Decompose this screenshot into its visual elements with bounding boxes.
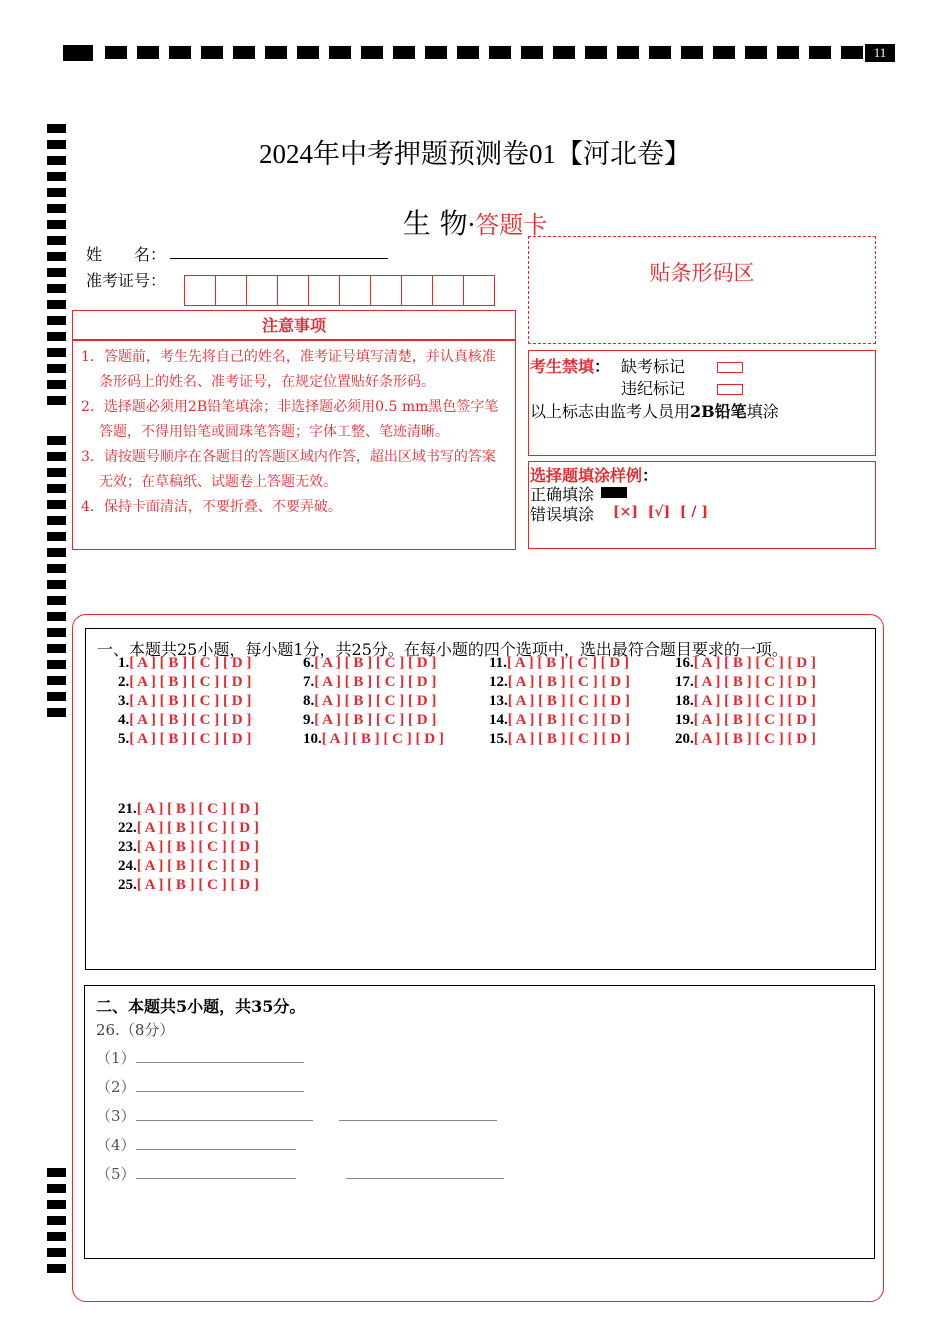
notice-item: 3．请按题号顺序在各题目的答题区域内作答，超出区域书写的答案无效；在草稿纸、试题卷上答题无效。 (81, 449, 496, 490)
subject: 生 物 (402, 207, 468, 240)
question-number: 19. (675, 712, 694, 728)
choice-question-11[interactable] (489, 655, 629, 672)
choice-question-1[interactable] (118, 655, 251, 672)
choice-question-25[interactable] (118, 877, 259, 894)
answer-options[interactable]: [ A ] [ B ] [ C ] [ D ] (507, 712, 630, 728)
section-1-heading: 一、本题共25小题，每小题1分，共25分。在每小题的四个选项中，选出最符合题目要求的一项。 (97, 640, 788, 659)
id-digit-box[interactable] (246, 275, 278, 306)
answer-options[interactable]: [ A ] [ B ] [ C ] [ D ] (507, 731, 630, 747)
choice-question-16[interactable] (675, 655, 816, 672)
answer-options[interactable]: [ A ] [ B ] [ C ] [ D ] (507, 674, 630, 690)
choice-question-12[interactable] (489, 674, 630, 691)
bar-mark (169, 46, 191, 59)
bar-mark (681, 46, 703, 59)
question-number: 2. (118, 674, 130, 690)
notice-item: 4．保持卡面清洁，不要折叠、不要弄破。 (81, 499, 342, 515)
id-digit-box[interactable] (339, 275, 371, 306)
choice-question-10[interactable] (303, 731, 444, 748)
answer-options[interactable]: [ A ] [ B ] [ C ] [ D ] (314, 655, 437, 671)
answer-options[interactable]: [ A ] [ B ] [ C ] [ D ] (693, 655, 816, 671)
examiner-note: 以上标志由监考人员用2B铅笔填涂 (530, 402, 779, 421)
question-number: 8. (303, 693, 315, 709)
question-number: 17. (675, 674, 694, 690)
question-number: 1. (118, 655, 130, 671)
answer-options[interactable]: [ A ] [ B ] [ C ] [ D ] (693, 674, 816, 690)
choice-question-13[interactable] (489, 693, 630, 710)
bar-mark (713, 46, 735, 59)
id-digit-box[interactable] (277, 275, 309, 306)
answer-options[interactable]: [ A ] [ B ] [ C ] [ D ] (136, 839, 259, 855)
choice-question-24[interactable] (118, 858, 259, 875)
bar-mark (361, 46, 383, 59)
bar-mark (201, 46, 223, 59)
bar-mark (105, 46, 127, 59)
bar-mark (553, 46, 575, 59)
notice-item: 2．选择题必须用2B铅笔填涂；非选择题必须用0.5 mm黑色签字笔答题，不得用铅笔或圆珠笔答题；字体工整、笔迹清晰。 (81, 399, 499, 440)
answer-options[interactable]: [ A ] [ B ] [ C ] [ D ] (136, 858, 259, 874)
question-number: 4. (118, 712, 130, 728)
choice-question-19[interactable] (675, 712, 816, 729)
section-2-written (84, 985, 875, 1259)
id-digit-box[interactable] (308, 275, 340, 306)
question-number: 21. (118, 801, 137, 817)
answer-options[interactable]: [ A ] [ B ] [ C ] [ D ] (314, 693, 437, 709)
answer-options[interactable]: [ A ] [ B ] [ C ] [ D ] (314, 712, 437, 728)
question-number: 10. (303, 731, 322, 747)
correct-fill-label: 正确填涂 (530, 485, 595, 504)
question-number: 16. (675, 655, 694, 671)
bar-mark (297, 46, 319, 59)
absent-mark-box (717, 357, 743, 376)
question-number: 9. (303, 712, 315, 728)
violation-mark-box (717, 379, 743, 398)
exam-id-boxes[interactable] (185, 275, 495, 306)
question-number: 15. (489, 731, 508, 747)
choice-question-14[interactable] (489, 712, 630, 729)
bar-mark (393, 46, 415, 59)
bar-mark (457, 46, 479, 59)
fill-sample-box (528, 461, 876, 549)
question-number: 13. (489, 693, 508, 709)
question-number: 20. (675, 731, 694, 747)
question-number: 22. (118, 820, 137, 836)
section-1-choice (85, 628, 876, 970)
answer-26-3[interactable]: （3） (96, 1105, 497, 1126)
id-digit-box[interactable] (215, 275, 247, 306)
wrong-fill-marks: [×] [√] [ / ] (613, 504, 709, 520)
answer-options[interactable]: [ A ] [ B ] [ C ] [ D ] (129, 712, 252, 728)
examiner-only-box (528, 350, 876, 456)
answer-options[interactable]: [ A ] [ B ] [ C ] [ D ] (129, 731, 252, 747)
answer-options[interactable]: [ A ] [ B ] [ C ] [ D ] (506, 655, 629, 671)
answer-options[interactable]: [ A ] [ B ] [ C ] [ D ] (321, 731, 444, 747)
answer-options[interactable]: [ A ] [ B ] [ C ] [ D ] (136, 801, 259, 817)
id-label: 准考证号： (86, 271, 167, 290)
examiner-only-label: 考生禁填： (530, 357, 611, 376)
bar-mark (233, 46, 255, 59)
bar-mark (137, 46, 159, 59)
bar-mark (489, 46, 511, 59)
answer-options[interactable]: [ A ] [ B ] [ C ] [ D ] (693, 693, 816, 709)
answer-options[interactable]: [ A ] [ B ] [ C ] [ D ] (129, 693, 252, 709)
question-number: 23. (118, 839, 137, 855)
answer-options[interactable]: [ A ] [ B ] [ C ] [ D ] (693, 712, 816, 728)
bar-mark (585, 46, 607, 59)
answer-26-1[interactable]: （1） (96, 1047, 304, 1068)
top-alignment-bar (63, 44, 895, 62)
notice-item: 1．答题前，考生先将自己的姓名，准考证号填写清楚，并认真核准条形码上的姓名、准考证号，在规定位置贴好条形码。 (81, 349, 496, 390)
bar-mark (63, 45, 93, 61)
bar-mark (617, 46, 639, 59)
name-field[interactable] (170, 258, 388, 259)
id-digit-box[interactable] (463, 275, 495, 306)
question-number: 3. (118, 693, 130, 709)
page-number: 11 (865, 44, 895, 62)
bar-mark (329, 46, 351, 59)
choice-question-4[interactable] (118, 712, 251, 729)
answer-options[interactable]: [ A ] [ B ] [ C ] [ D ] (136, 877, 259, 893)
name-label: 姓 名： (86, 245, 167, 264)
choice-question-2[interactable] (118, 674, 251, 691)
answer-options[interactable]: [ A ] [ B ] [ C ] [ D ] (314, 674, 437, 690)
correct-fill-mark (601, 487, 627, 498)
id-digit-box[interactable] (184, 275, 216, 306)
choice-question-22[interactable] (118, 820, 259, 837)
page-title: 2024年中考押题预测卷01【河北卷】 (259, 139, 691, 169)
notice-body (72, 340, 516, 550)
choice-question-5[interactable] (118, 731, 251, 748)
question-number: 24. (118, 858, 137, 874)
barcode-area (528, 236, 876, 344)
choice-question-20[interactable] (675, 731, 816, 748)
answer-options[interactable]: [ A ] [ B ] [ C ] [ D ] (136, 820, 259, 836)
fill-sample-heading: 选择题填涂样例： (530, 466, 659, 485)
wrong-fill-label: 错误填涂 (530, 505, 595, 524)
question-number: 7. (303, 674, 315, 690)
barcode-label: 贴条形码区 (649, 261, 755, 285)
bar-mark (521, 46, 543, 59)
answer-card-label: 答题卡 (475, 211, 548, 239)
bar-mark (425, 46, 447, 59)
question-number: 11. (489, 655, 507, 671)
choice-question-17[interactable] (675, 674, 816, 691)
answer-26-4[interactable]: （4） (96, 1134, 296, 1155)
choice-question-7[interactable] (303, 674, 436, 691)
bar-mark (777, 46, 799, 59)
bar-mark (265, 46, 287, 59)
choice-question-9[interactable] (303, 712, 436, 729)
id-digit-box[interactable] (401, 275, 433, 306)
id-digit-box[interactable] (370, 275, 402, 306)
answer-26-5[interactable]: （5） (96, 1163, 504, 1184)
notice-heading: 注意事项 (72, 310, 516, 340)
id-digit-box[interactable] (432, 275, 464, 306)
question-number: 5. (118, 731, 130, 747)
question-number: 25. (118, 877, 137, 893)
answer-options[interactable]: [ A ] [ B ] [ C ] [ D ] (129, 674, 252, 690)
section-2-heading: 二、本题共5小题，共35分。 (96, 997, 306, 1016)
question-number: 14. (489, 712, 508, 728)
choice-question-21[interactable] (118, 801, 259, 818)
choice-question-6[interactable] (303, 655, 436, 672)
question-number: 12. (489, 674, 508, 690)
subtitle-separator: · (467, 211, 476, 239)
choice-question-23[interactable] (118, 839, 259, 856)
bar-mark (841, 46, 863, 59)
violation-mark-label: 违纪标记 (621, 379, 686, 398)
question-number: 6. (303, 655, 315, 671)
answer-options[interactable]: [ A ] [ B ] [ C ] [ D ] (507, 693, 630, 709)
question-26-label: 26.（8分） (96, 1021, 175, 1039)
choice-question-3[interactable] (118, 693, 251, 710)
bar-mark (809, 46, 831, 59)
bar-mark (649, 46, 671, 59)
answer-options[interactable]: [ A ] [ B ] [ C ] [ D ] (693, 731, 816, 747)
choice-question-8[interactable] (303, 693, 436, 710)
answer-26-2[interactable]: （2） (96, 1076, 304, 1097)
choice-question-15[interactable] (489, 731, 630, 748)
question-number: 18. (675, 693, 694, 709)
choice-question-18[interactable] (675, 693, 816, 710)
answer-options[interactable]: [ A ] [ B ] [ C ] [ D ] (129, 655, 252, 671)
absent-mark-label: 缺考标记 (621, 357, 686, 376)
bar-mark (745, 46, 767, 59)
